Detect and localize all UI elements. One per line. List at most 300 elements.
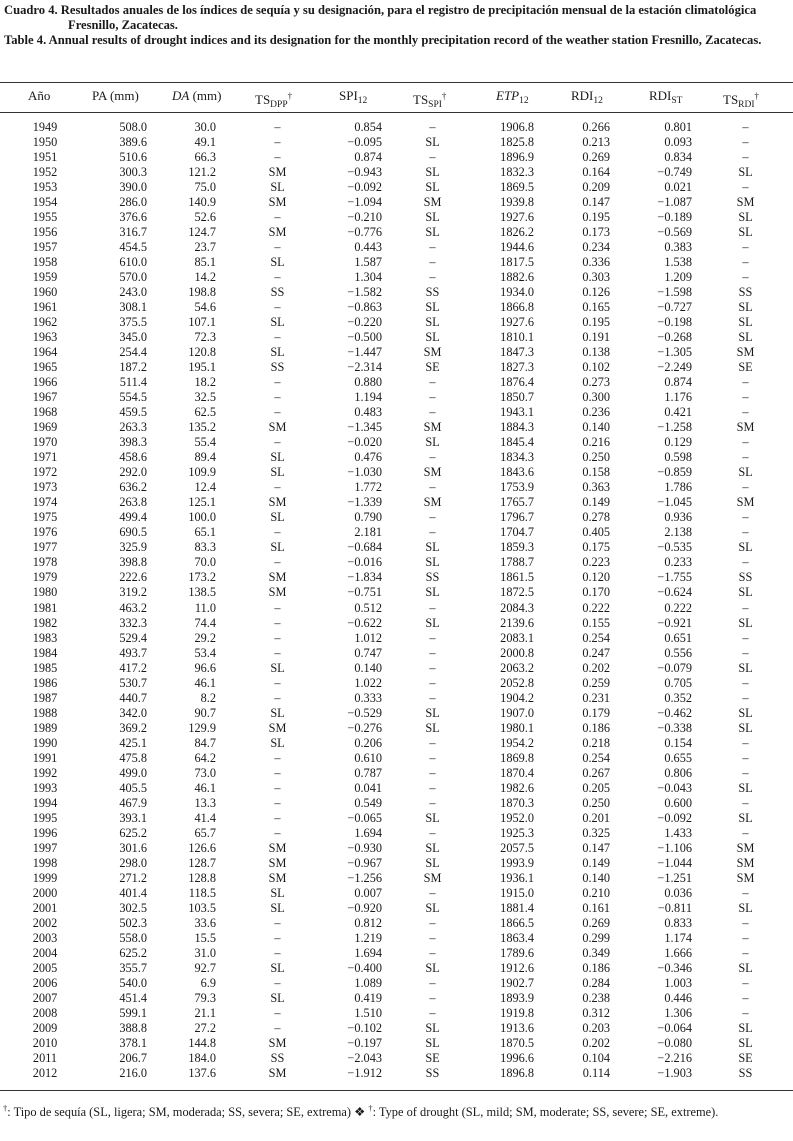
table-row xyxy=(0,135,793,150)
cell-pa: 319.2 xyxy=(119,585,147,600)
table-row xyxy=(0,120,793,135)
header-etp12: $ETP_{12}$ xyxy=(496,88,529,106)
cell-rdist: 0.352 xyxy=(664,690,692,705)
cell-rdi12: 0.140 xyxy=(582,870,610,885)
cell-tsspi: – xyxy=(429,765,436,780)
cell-pa: 493.7 xyxy=(119,645,147,660)
cell-rdi12: 0.155 xyxy=(582,615,610,630)
cell-rdi12: 0.191 xyxy=(582,330,610,345)
cell-spi12: −0.500 xyxy=(347,330,382,345)
cell-pa: 440.7 xyxy=(119,690,147,705)
cell-da: 55.4 xyxy=(194,435,216,450)
cell-da: 90.7 xyxy=(194,705,216,720)
table-row xyxy=(0,270,793,285)
cell-rdi12: 0.202 xyxy=(582,660,610,675)
cell-year: 1968 xyxy=(32,405,58,420)
cell-rdist: −0.727 xyxy=(657,300,692,315)
cell-da: 128.7 xyxy=(188,855,216,870)
table-body xyxy=(0,120,793,1081)
cell-da: 118.5 xyxy=(188,885,216,900)
cell-rdist: 1.306 xyxy=(664,1005,692,1020)
cell-tsspi: SL xyxy=(425,705,440,720)
header-rdist: $RDI_{ST}$ xyxy=(649,88,683,106)
cell-tsdpp: SL xyxy=(270,315,285,330)
cell-year: 1973 xyxy=(32,480,58,495)
cell-pa: 345.0 xyxy=(119,330,147,345)
header-rule xyxy=(0,112,793,113)
cell-year: 1997 xyxy=(32,840,58,855)
cell-tsspi: SL xyxy=(425,210,440,225)
table-row xyxy=(0,601,793,616)
cell-da: 73.0 xyxy=(194,765,216,780)
table-row xyxy=(0,195,793,210)
cell-etp12: 1939.8 xyxy=(500,195,534,210)
cell-rdist: 0.600 xyxy=(664,795,692,810)
cell-etp12: 2052.8 xyxy=(500,675,534,690)
cell-spi12: 1.022 xyxy=(354,675,382,690)
cell-rdi12: 0.102 xyxy=(582,360,610,375)
cell-tsrdi: – xyxy=(742,240,749,255)
cell-tsdpp: – xyxy=(274,690,281,705)
cell-year: 1949 xyxy=(32,120,58,134)
cell-rdi12: 0.179 xyxy=(582,705,610,720)
cell-rdi12: 0.210 xyxy=(582,885,610,900)
cell-year: 1961 xyxy=(32,300,58,315)
cell-spi12: 0.610 xyxy=(354,750,382,765)
cell-da: 52.6 xyxy=(194,210,216,225)
cell-tsrdi: SM xyxy=(736,855,755,870)
table-row xyxy=(0,1021,793,1036)
table-row xyxy=(0,1066,793,1081)
cell-etp12: 1870.3 xyxy=(500,795,534,810)
cell-etp12: 1906.8 xyxy=(500,120,534,134)
cell-tsrdi: – xyxy=(742,405,749,420)
cell-spi12: 0.476 xyxy=(354,450,382,465)
table-row xyxy=(0,375,793,390)
cell-rdist: 0.036 xyxy=(664,885,692,900)
cell-spi12: −0.220 xyxy=(347,315,382,330)
cell-tsspi: – xyxy=(429,825,436,840)
cell-tsrdi: – xyxy=(742,525,749,540)
cell-rdi12: 0.363 xyxy=(582,480,610,495)
table-row xyxy=(0,345,793,360)
table-caption xyxy=(4,3,790,48)
cell-etp12: 1896.9 xyxy=(500,150,534,165)
cell-spi12: −1.447 xyxy=(347,345,382,360)
cell-rdi12: 0.216 xyxy=(582,435,610,450)
cell-spi12: 0.812 xyxy=(354,915,382,930)
cell-rdi12: 0.218 xyxy=(582,735,610,750)
cell-tsspi: – xyxy=(429,450,436,465)
cell-tsrdi: SL xyxy=(738,780,753,795)
table-row xyxy=(0,766,793,781)
table-row xyxy=(0,555,793,570)
cell-tsrdi: – xyxy=(742,885,749,900)
cell-pa: 342.0 xyxy=(119,705,147,720)
cell-year: 1967 xyxy=(32,390,58,405)
cell-da: 107.1 xyxy=(188,315,216,330)
cell-da: 121.2 xyxy=(188,165,216,180)
cell-da: 31.0 xyxy=(194,945,216,960)
cell-tsrdi: SM xyxy=(736,195,755,210)
cell-tsdpp: SL xyxy=(270,180,285,195)
cell-da: 64.2 xyxy=(194,750,216,765)
cell-year: 2001 xyxy=(32,900,58,915)
cell-rdi12: 0.254 xyxy=(582,750,610,765)
table-row xyxy=(0,405,793,420)
cell-da: 125.1 xyxy=(188,495,216,510)
cell-da: 27.2 xyxy=(194,1020,216,1035)
cell-spi12: −0.863 xyxy=(347,300,382,315)
cell-spi12: −0.622 xyxy=(347,615,382,630)
cell-etp12: 1789.6 xyxy=(500,945,534,960)
cell-year: 1977 xyxy=(32,540,58,555)
cell-rdi12: 0.120 xyxy=(582,570,610,585)
cell-year: 1994 xyxy=(32,795,58,810)
cell-da: 137.6 xyxy=(188,1065,216,1080)
cell-rdi12: 0.158 xyxy=(582,465,610,480)
cell-rdist: 0.655 xyxy=(664,750,692,765)
table-row xyxy=(0,1036,793,1051)
cell-tsdpp: SL xyxy=(270,990,285,1005)
cell-tsrdi: SL xyxy=(738,1035,753,1050)
cell-rdi12: 0.273 xyxy=(582,375,610,390)
cell-year: 1993 xyxy=(32,780,58,795)
caption-english: Table 4. Annual results of drought indices and its designation for the monthly precipitation record of the weather station Fresnillo, Zacatecas. xyxy=(4,33,762,47)
cell-da: 23.7 xyxy=(194,240,216,255)
cell-tsspi: SM xyxy=(423,345,442,360)
cell-tsspi: – xyxy=(429,975,436,990)
cell-tsspi: SS xyxy=(425,1065,440,1080)
cell-pa: 388.8 xyxy=(119,1020,147,1035)
cell-tsdpp: SS xyxy=(270,360,285,375)
cell-tsdpp: – xyxy=(274,435,281,450)
table-row xyxy=(0,495,793,510)
cell-tsspi: SL xyxy=(425,585,440,600)
cell-tsrdi: – xyxy=(742,750,749,765)
cell-spi12: −0.197 xyxy=(347,1035,382,1050)
cell-tsrdi: – xyxy=(742,255,749,270)
cell-rdi12: 0.325 xyxy=(582,825,610,840)
cell-rdist: 2.138 xyxy=(664,525,692,540)
cell-pa: 458.6 xyxy=(119,450,147,465)
header-da: DA (mm) xyxy=(172,88,222,103)
cell-etp12: 1826.2 xyxy=(500,225,534,240)
cell-tsdpp: – xyxy=(274,765,281,780)
cell-etp12: 1952.0 xyxy=(500,810,534,825)
cell-pa: 378.1 xyxy=(119,1035,147,1050)
cell-pa: 375.5 xyxy=(119,315,147,330)
cell-da: 89.4 xyxy=(194,450,216,465)
cell-spi12: 2.181 xyxy=(354,525,382,540)
table-row xyxy=(0,585,793,600)
cell-da: 66.3 xyxy=(194,150,216,165)
cell-tsspi: – xyxy=(429,660,436,675)
cell-rdist: −1.598 xyxy=(657,285,692,300)
cell-rdist: −0.811 xyxy=(657,900,692,915)
cell-year: 1988 xyxy=(32,705,58,720)
cell-rdist: −0.338 xyxy=(657,720,692,735)
cell-tsdpp: SM xyxy=(268,225,287,240)
cell-tsspi: SM xyxy=(423,870,442,885)
cell-year: 1964 xyxy=(32,345,58,360)
cell-etp12: 1847.3 xyxy=(500,345,534,360)
cell-etp12: 1982.6 xyxy=(500,780,534,795)
header-year: Año xyxy=(28,88,51,103)
cell-da: 70.0 xyxy=(194,555,216,570)
cell-pa: 502.3 xyxy=(119,915,147,930)
cell-da: 53.4 xyxy=(194,645,216,660)
cell-tsdpp: – xyxy=(274,375,281,390)
table-row xyxy=(0,796,793,811)
cell-tsspi: – xyxy=(429,945,436,960)
cell-rdist: 1.666 xyxy=(664,945,692,960)
cell-tsdpp: – xyxy=(274,405,281,420)
cell-spi12: −0.920 xyxy=(347,900,382,915)
cell-tsdpp: – xyxy=(274,300,281,315)
cell-da: 54.6 xyxy=(194,300,216,315)
cell-rdi12: 0.147 xyxy=(582,840,610,855)
cell-rdist: 1.786 xyxy=(664,480,692,495)
cell-tsdpp: SM xyxy=(268,840,287,855)
cell-rdist: −0.079 xyxy=(657,660,692,675)
cell-rdist: −0.535 xyxy=(657,540,692,555)
cell-etp12: 1861.5 xyxy=(500,570,534,585)
cell-rdi12: 0.349 xyxy=(582,945,610,960)
cell-pa: 292.0 xyxy=(119,465,147,480)
cell-pa: 271.2 xyxy=(119,870,147,885)
cell-tsspi: SL xyxy=(425,135,440,150)
cell-year: 1979 xyxy=(32,570,58,585)
cell-year: 1970 xyxy=(32,435,58,450)
cell-rdist: 0.021 xyxy=(664,180,692,195)
table-row xyxy=(0,390,793,405)
cell-tsrdi: – xyxy=(742,135,749,150)
cell-tsdpp: – xyxy=(274,915,281,930)
cell-tsrdi: SL xyxy=(738,330,753,345)
cell-tsrdi: SL xyxy=(738,210,753,225)
cell-etp12: 2139.6 xyxy=(500,615,534,630)
cell-pa: 467.9 xyxy=(119,795,147,810)
cell-pa: 298.0 xyxy=(119,855,147,870)
cell-etp12: 1925.3 xyxy=(500,825,534,840)
cell-tsrdi: SS xyxy=(738,285,753,300)
cell-etp12: 1902.7 xyxy=(500,975,534,990)
cell-rdi12: 0.284 xyxy=(582,975,610,990)
cell-etp12: 1817.5 xyxy=(500,255,534,270)
cell-pa: 316.7 xyxy=(119,225,147,240)
cell-rdist: −0.346 xyxy=(657,960,692,975)
cell-rdi12: 0.238 xyxy=(582,990,610,1005)
cell-spi12: 0.790 xyxy=(354,510,382,525)
cell-da: 74.4 xyxy=(194,615,216,630)
cell-rdi12: 0.138 xyxy=(582,345,610,360)
cell-tsspi: – xyxy=(429,630,436,645)
cell-tsspi: SS xyxy=(425,285,440,300)
cell-year: 1953 xyxy=(32,180,58,195)
cell-tsdpp: – xyxy=(274,645,281,660)
cell-spi12: 1.012 xyxy=(354,630,382,645)
cell-tsspi: – xyxy=(429,480,436,495)
cell-rdist: −1.903 xyxy=(657,1065,692,1080)
cell-da: 30.0 xyxy=(194,120,216,134)
cell-rdi12: 0.278 xyxy=(582,510,610,525)
cell-rdist: 0.834 xyxy=(664,150,692,165)
cell-rdist: 0.154 xyxy=(664,735,692,750)
cell-spi12: −1.834 xyxy=(347,570,382,585)
cell-spi12: 1.304 xyxy=(354,270,382,285)
cell-rdist: 1.003 xyxy=(664,975,692,990)
cell-tsspi: – xyxy=(429,1005,436,1020)
cell-rdist: −0.462 xyxy=(657,705,692,720)
cell-year: 2007 xyxy=(32,990,58,1005)
cell-tsdpp: – xyxy=(274,330,281,345)
cell-tsrdi: SL xyxy=(738,465,753,480)
cell-pa: 417.2 xyxy=(119,660,147,675)
cell-spi12: 1.510 xyxy=(354,1005,382,1020)
table-row xyxy=(0,255,793,270)
cell-spi12: −0.210 xyxy=(347,210,382,225)
header-rdi12: $RDI_{12}$ xyxy=(571,88,603,106)
table-row xyxy=(0,240,793,255)
cell-tsrdi: – xyxy=(742,990,749,1005)
cell-tsrdi: – xyxy=(742,765,749,780)
cell-tsdpp: – xyxy=(274,810,281,825)
cell-pa: 206.7 xyxy=(119,1050,147,1065)
cell-da: 124.7 xyxy=(188,225,216,240)
cell-pa: 398.8 xyxy=(119,555,147,570)
cell-tsdpp: SM xyxy=(268,495,287,510)
cell-rdi12: 0.250 xyxy=(582,795,610,810)
cell-da: 83.3 xyxy=(194,540,216,555)
cell-rdist: 0.833 xyxy=(664,915,692,930)
cell-tsrdi: SL xyxy=(738,720,753,735)
table-row xyxy=(0,570,793,585)
cell-rdi12: 0.269 xyxy=(582,150,610,165)
cell-pa: 286.0 xyxy=(119,195,147,210)
cell-rdi12: 0.205 xyxy=(582,780,610,795)
cell-pa: 187.2 xyxy=(119,360,147,375)
cell-pa: 401.4 xyxy=(119,885,147,900)
cell-tsrdi: – xyxy=(742,825,749,840)
cell-rdist: 1.433 xyxy=(664,825,692,840)
cell-year: 1989 xyxy=(32,720,58,735)
cell-tsspi: SL xyxy=(425,1035,440,1050)
table-row xyxy=(0,916,793,931)
cell-tsrdi: SM xyxy=(736,870,755,885)
table-row xyxy=(0,841,793,856)
table-row xyxy=(0,180,793,195)
cell-pa: 529.4 xyxy=(119,630,147,645)
cell-etp12: 1788.7 xyxy=(500,555,534,570)
cell-spi12: −0.400 xyxy=(347,960,382,975)
cell-tsrdi: – xyxy=(742,510,749,525)
cell-etp12: 1832.3 xyxy=(500,165,534,180)
cell-spi12: 0.787 xyxy=(354,765,382,780)
cell-etp12: 1893.9 xyxy=(500,990,534,1005)
cell-tsrdi: SL xyxy=(738,315,753,330)
cell-rdist: 1.209 xyxy=(664,270,692,285)
cell-year: 1991 xyxy=(32,750,58,765)
cell-tsspi: SL xyxy=(425,720,440,735)
cell-tsrdi: – xyxy=(742,1005,749,1020)
cell-spi12: 1.587 xyxy=(354,255,382,270)
cell-da: 11.0 xyxy=(194,600,216,615)
cell-etp12: 1913.6 xyxy=(500,1020,534,1035)
cell-da: 79.3 xyxy=(194,990,216,1005)
cell-tsrdi: SM xyxy=(736,495,755,510)
cell-da: 103.5 xyxy=(188,900,216,915)
cell-da: 32.5 xyxy=(194,390,216,405)
table-row xyxy=(0,811,793,826)
cell-year: 1965 xyxy=(32,360,58,375)
cell-spi12: 1.089 xyxy=(354,975,382,990)
cell-spi12: −1.339 xyxy=(347,495,382,510)
cell-pa: 459.5 xyxy=(119,405,147,420)
cell-tsrdi: – xyxy=(742,915,749,930)
cell-tsdpp: – xyxy=(274,750,281,765)
cell-tsspi: SL xyxy=(425,165,440,180)
table-row xyxy=(0,480,793,495)
cell-year: 1972 xyxy=(32,465,58,480)
cell-etp12: 1870.4 xyxy=(500,765,534,780)
cell-da: 13.3 xyxy=(194,795,216,810)
cell-rdist: −0.569 xyxy=(657,225,692,240)
table-row xyxy=(0,150,793,165)
cell-tsspi: – xyxy=(429,525,436,540)
cell-rdist: 0.233 xyxy=(664,555,692,570)
cell-pa: 625.2 xyxy=(119,825,147,840)
cell-rdist: 1.176 xyxy=(664,390,692,405)
table-row xyxy=(0,961,793,976)
cell-rdist: −0.189 xyxy=(657,210,692,225)
cell-da: 21.1 xyxy=(194,1005,216,1020)
cell-da: 126.6 xyxy=(188,840,216,855)
table-row xyxy=(0,931,793,946)
cell-etp12: 1866.8 xyxy=(500,300,534,315)
cell-spi12: −0.092 xyxy=(347,180,382,195)
cell-pa: 625.2 xyxy=(119,945,147,960)
cell-tsspi: – xyxy=(429,735,436,750)
cell-etp12: 1943.1 xyxy=(500,405,534,420)
cell-tsrdi: SL xyxy=(738,960,753,975)
cell-pa: 308.1 xyxy=(119,300,147,315)
cell-etp12: 1753.9 xyxy=(500,480,534,495)
cell-tsspi: – xyxy=(429,780,436,795)
cell-tsspi: – xyxy=(429,405,436,420)
cell-etp12: 1927.6 xyxy=(500,315,534,330)
cell-etp12: 1915.0 xyxy=(500,885,534,900)
cell-etp12: 1993.9 xyxy=(500,855,534,870)
cell-da: 92.7 xyxy=(194,960,216,975)
cell-rdist: 0.705 xyxy=(664,675,692,690)
cell-pa: 302.5 xyxy=(119,900,147,915)
cell-da: 41.4 xyxy=(194,810,216,825)
cell-rdist: −1.258 xyxy=(657,420,692,435)
cell-pa: 243.0 xyxy=(119,285,147,300)
cell-pa: 222.6 xyxy=(119,570,147,585)
cell-etp12: 1944.6 xyxy=(500,240,534,255)
cell-rdi12: 0.209 xyxy=(582,180,610,195)
cell-tsdpp: SM xyxy=(268,585,287,600)
cell-rdi12: 0.175 xyxy=(582,540,610,555)
cell-tsspi: – xyxy=(429,645,436,660)
cell-spi12: −0.967 xyxy=(347,855,382,870)
cell-year: 1956 xyxy=(32,225,58,240)
table-row xyxy=(0,420,793,435)
cell-tsdpp: – xyxy=(274,945,281,960)
cell-tsdpp: SL xyxy=(270,735,285,750)
